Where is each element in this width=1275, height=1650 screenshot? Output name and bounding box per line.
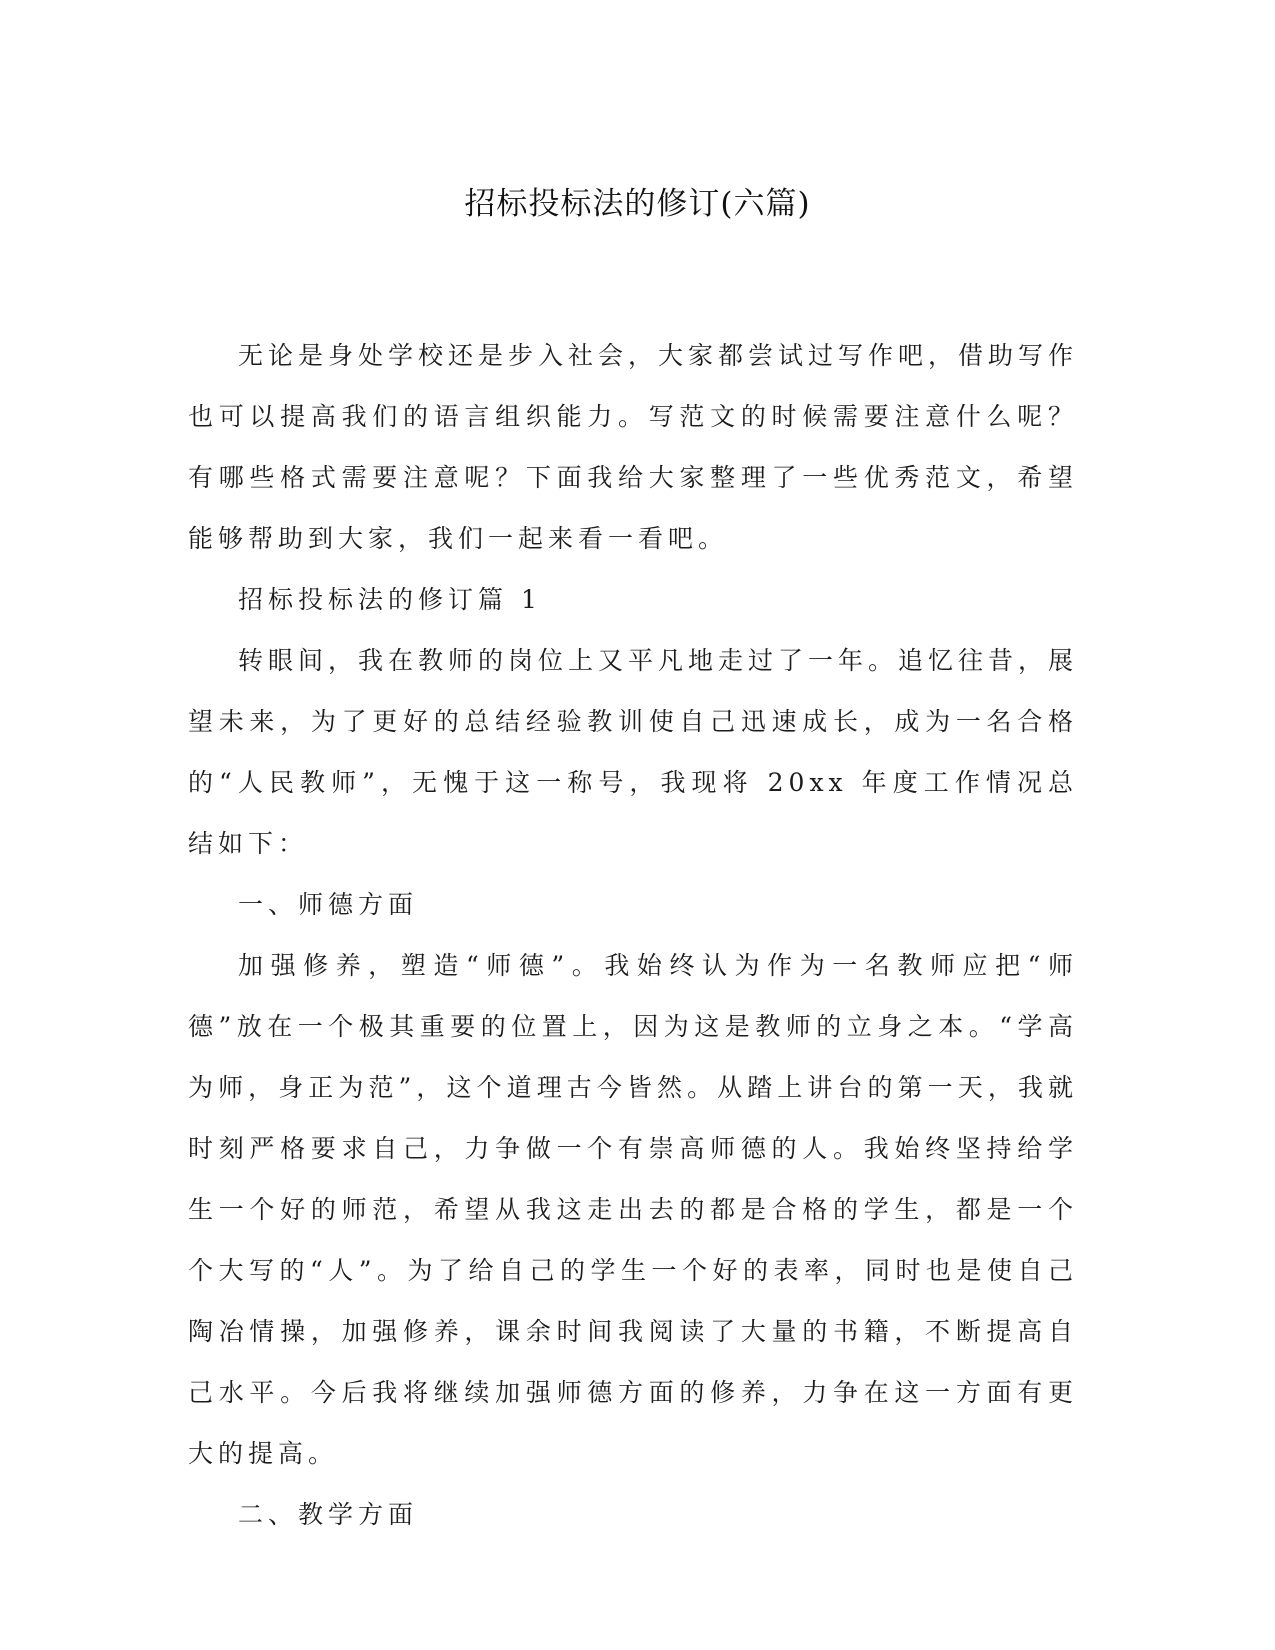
intro-paragraph: 无论是身处学校还是步入社会，大家都尝试过写作吧，借助写作也可以提高我们的语言组织能力。写范文的时候需要注意什么呢？有哪些格式需要注意呢？下面我给大家整理了一些优秀范文，希望能够帮助到大家，我们一起来看一看吧。 [188, 341, 1079, 553]
subheading-teacher-ethics: 一、师德方面 [238, 890, 419, 919]
document-body [188, 325, 1078, 1545]
section-heading-part-1: 招标投标法的修订篇 1 [238, 585, 542, 614]
paragraph-year-summary: 转眼间，我在教师的岗位上又平凡地走过了一年。追忆往昔，展望未来，为了更好的总结经验教训使自己迅速成长，成为一名合格的“人民教师”，无愧于这一称号，我现将 20xx 年度工作情况总结如下： [188, 646, 1079, 858]
paragraph-teacher-ethics: 加强修养，塑造“师德”。我始终认为作为一名教师应把“师德”放在一个极其重要的位置上，因为这是教师的立身之本。“学高为师，身正为范”，这个道理古今皆然。从踏上讲台的第一天，我就时刻严格要求自己，力争做一个有崇高师德的人。我始终坚持给学生一个好的师范，希望从我这走出去的都是合格的学生，都是一个个大写的“人”。为了给自己的学生一个好的表率，同时也是使自己陶冶情操，加强修养，课余时间我阅读了大量的书籍，不断提高自己水平。今后我将继续加强师德方面的修养，力争在这一方面有更大的提高。 [188, 951, 1078, 1468]
subheading-teaching: 二、教学方面 [238, 1500, 419, 1529]
document-title: 招标投标法的修订(六篇) [464, 186, 811, 222]
